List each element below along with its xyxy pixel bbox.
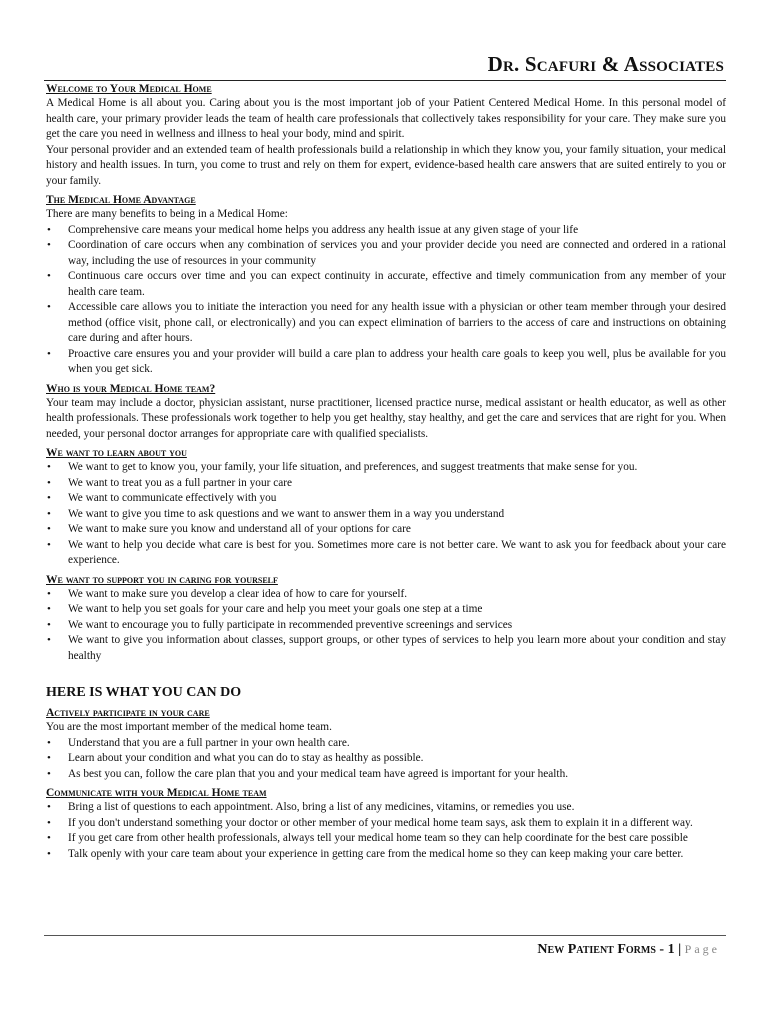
document-body	[46, 82, 726, 862]
support-list	[46, 587, 726, 665]
welcome-heading: Welcome to Your Medical Home	[46, 83, 212, 95]
footer-page-word: Page	[684, 942, 720, 956]
team-paragraph: Your team may include a doctor, physician assistant, nurse practitioner, licensed practice nurse, medical assistant or health educator, as well as other health professionals. These professionals work together to help you get healthy, stay healthy, and get the care and services that are right for you. When needed, your personal doctor arranges for appropriate care with qualified specialists.	[46, 396, 726, 440]
welcome-paragraph-1: A Medical Home is all about you. Caring about you is the most important job of your Patient Centered Medical Home. In this personal model of health care, your primary provider leads the team of health care professionals that collectively takes responsibility for your care. They make sure you get the care you need in wellness and illness to heal your body, mind and spirit.	[46, 97, 726, 140]
footer-rule	[44, 935, 726, 936]
bullet-icon: •	[47, 767, 51, 780]
welcome-paragraph-2: Your personal provider and an extended team of health professionals build a relationship in which they know you, your family situation, your medical history and health issues. In turn, you come to trust and rely on them for expert, evidence-based health care answers that are suited entirely to you or your family.	[46, 143, 726, 187]
bullet-icon: •	[47, 736, 51, 749]
list-item: • Coordination of care occurs when any combination of services you and your provider decide you need are connected and ordered in a rational way, including the use of resources in your community	[47, 239, 726, 267]
advantage-intro: There are many benefits to being in a Medical Home:	[46, 208, 288, 220]
bullet-icon: •	[47, 492, 51, 504]
list-item: • We want to get to know you, your family, your life situation, and preferences, and suggest treatments that make sense for you.	[46, 460, 726, 476]
participate-list	[46, 736, 726, 783]
bullet-icon: •	[47, 801, 51, 813]
bullet-icon: •	[47, 587, 51, 600]
bullet-icon: •	[47, 618, 51, 631]
list-item: • We want to make sure you develop a clear idea of how to care for yourself.	[46, 587, 726, 603]
practice-title: Dr. Scafuri & Associates	[487, 52, 724, 76]
bullet-icon: •	[47, 301, 51, 313]
bullet-icon: •	[47, 523, 51, 535]
list-item: • Bring a list of questions to each appointment. Also, bring a list of any medicines, vitamins, or remedies you use.	[46, 800, 726, 816]
bullet-icon: •	[47, 847, 51, 860]
team-heading: Who is your Medical Home team?	[46, 382, 216, 395]
bullet-icon: •	[47, 603, 51, 615]
bullet-icon: •	[47, 476, 51, 489]
bullet-icon: •	[47, 752, 51, 764]
bullet-icon: •	[47, 461, 51, 473]
list-item: • Accessible care allows you to initiate the interaction you need for any health issue with a physician or other team member through your desired method (office visit, phone call, or electronically) and you can expect elimination of barriers to the access of care and instructions on obtaining care during and after hours.	[47, 301, 726, 344]
page-footer	[537, 942, 720, 958]
learn-heading: We want to learn about you	[46, 447, 187, 459]
participate-intro: You are the most important member of the medical home team.	[46, 721, 332, 733]
bullet-icon: •	[47, 239, 51, 251]
participate-heading: Actively participate in your care	[46, 707, 210, 719]
list-item: • We want to encourage you to fully participate in recommended preventive screenings and services	[46, 618, 726, 634]
list-item: • We want to help you decide what care is best for you. Sometimes more care is not better care. We want to ask you for feedback about your care experience.	[47, 538, 726, 566]
list-item: • Talk openly with your care team about your experience in getting care from the medical home so they can keep making your care better.	[46, 847, 726, 863]
list-item: • As best you can, follow the care plan that you and your medical team have agreed is important for your health.	[46, 767, 726, 783]
bullet-icon: •	[47, 270, 51, 282]
list-item: • If you don't understand something your doctor or other member of your medical home team says, ask them to explain it in a different way.	[46, 816, 726, 832]
list-item: • Proactive care ensures you and your provider will build a care plan to address your health care goals to keep you well, plus be available for you when you get sick.	[47, 347, 726, 375]
footer-form-label: New Patient Forms - 1	[537, 942, 675, 957]
support-heading: We want to support you in caring for yourself	[46, 573, 278, 586]
list-item: • We want to give you information about classes, support groups, or other types of services to help you learn more about your condition and stay healthy	[47, 634, 726, 662]
bullet-icon: •	[47, 816, 51, 829]
bullet-icon: •	[47, 507, 51, 520]
advantage-list	[46, 223, 726, 378]
header-rule	[44, 80, 726, 81]
list-item: • We want to communicate effectively with you	[46, 491, 726, 507]
bullet-icon: •	[47, 223, 51, 236]
list-item: • If you get care from other health professionals, always tell your medical home team so they can help coordinate for the best care possible	[46, 831, 726, 847]
list-item: • Learn about your condition and what you can do to stay as healthy as possible.	[46, 751, 726, 767]
list-item: • Comprehensive care means your medical home helps you address any health issue at any given stage of your life	[46, 223, 726, 239]
list-item: • We want to make sure you know and understand all of your options for care	[46, 522, 726, 538]
bullet-icon: •	[47, 832, 51, 844]
communicate-list	[46, 800, 726, 862]
list-item: • Understand that you are a full partner in your own health care.	[46, 736, 726, 752]
list-item: • Continuous care occurs over time and you can expect continuity in accurate, effective and timely communication from any member of your health care team.	[47, 270, 726, 298]
list-item: • We want to treat you as a full partner in your care	[46, 476, 726, 492]
list-item: • We want to help you set goals for your care and help you meet your goals one step at a time	[46, 602, 726, 618]
learn-list	[46, 460, 726, 569]
list-item: • We want to give you time to ask questions and we want to answer them in a way you understand	[46, 507, 726, 523]
communicate-heading: Communicate with your Medical Home team	[46, 787, 267, 799]
bullet-icon: •	[47, 347, 51, 360]
bullet-icon: •	[47, 634, 51, 646]
what-you-can-do-heading: HERE IS WHAT YOU CAN DO	[46, 685, 242, 700]
footer-separator: |	[678, 942, 682, 957]
advantage-heading: The Medical Home Advantage	[46, 194, 196, 206]
bullet-icon: •	[47, 538, 51, 551]
